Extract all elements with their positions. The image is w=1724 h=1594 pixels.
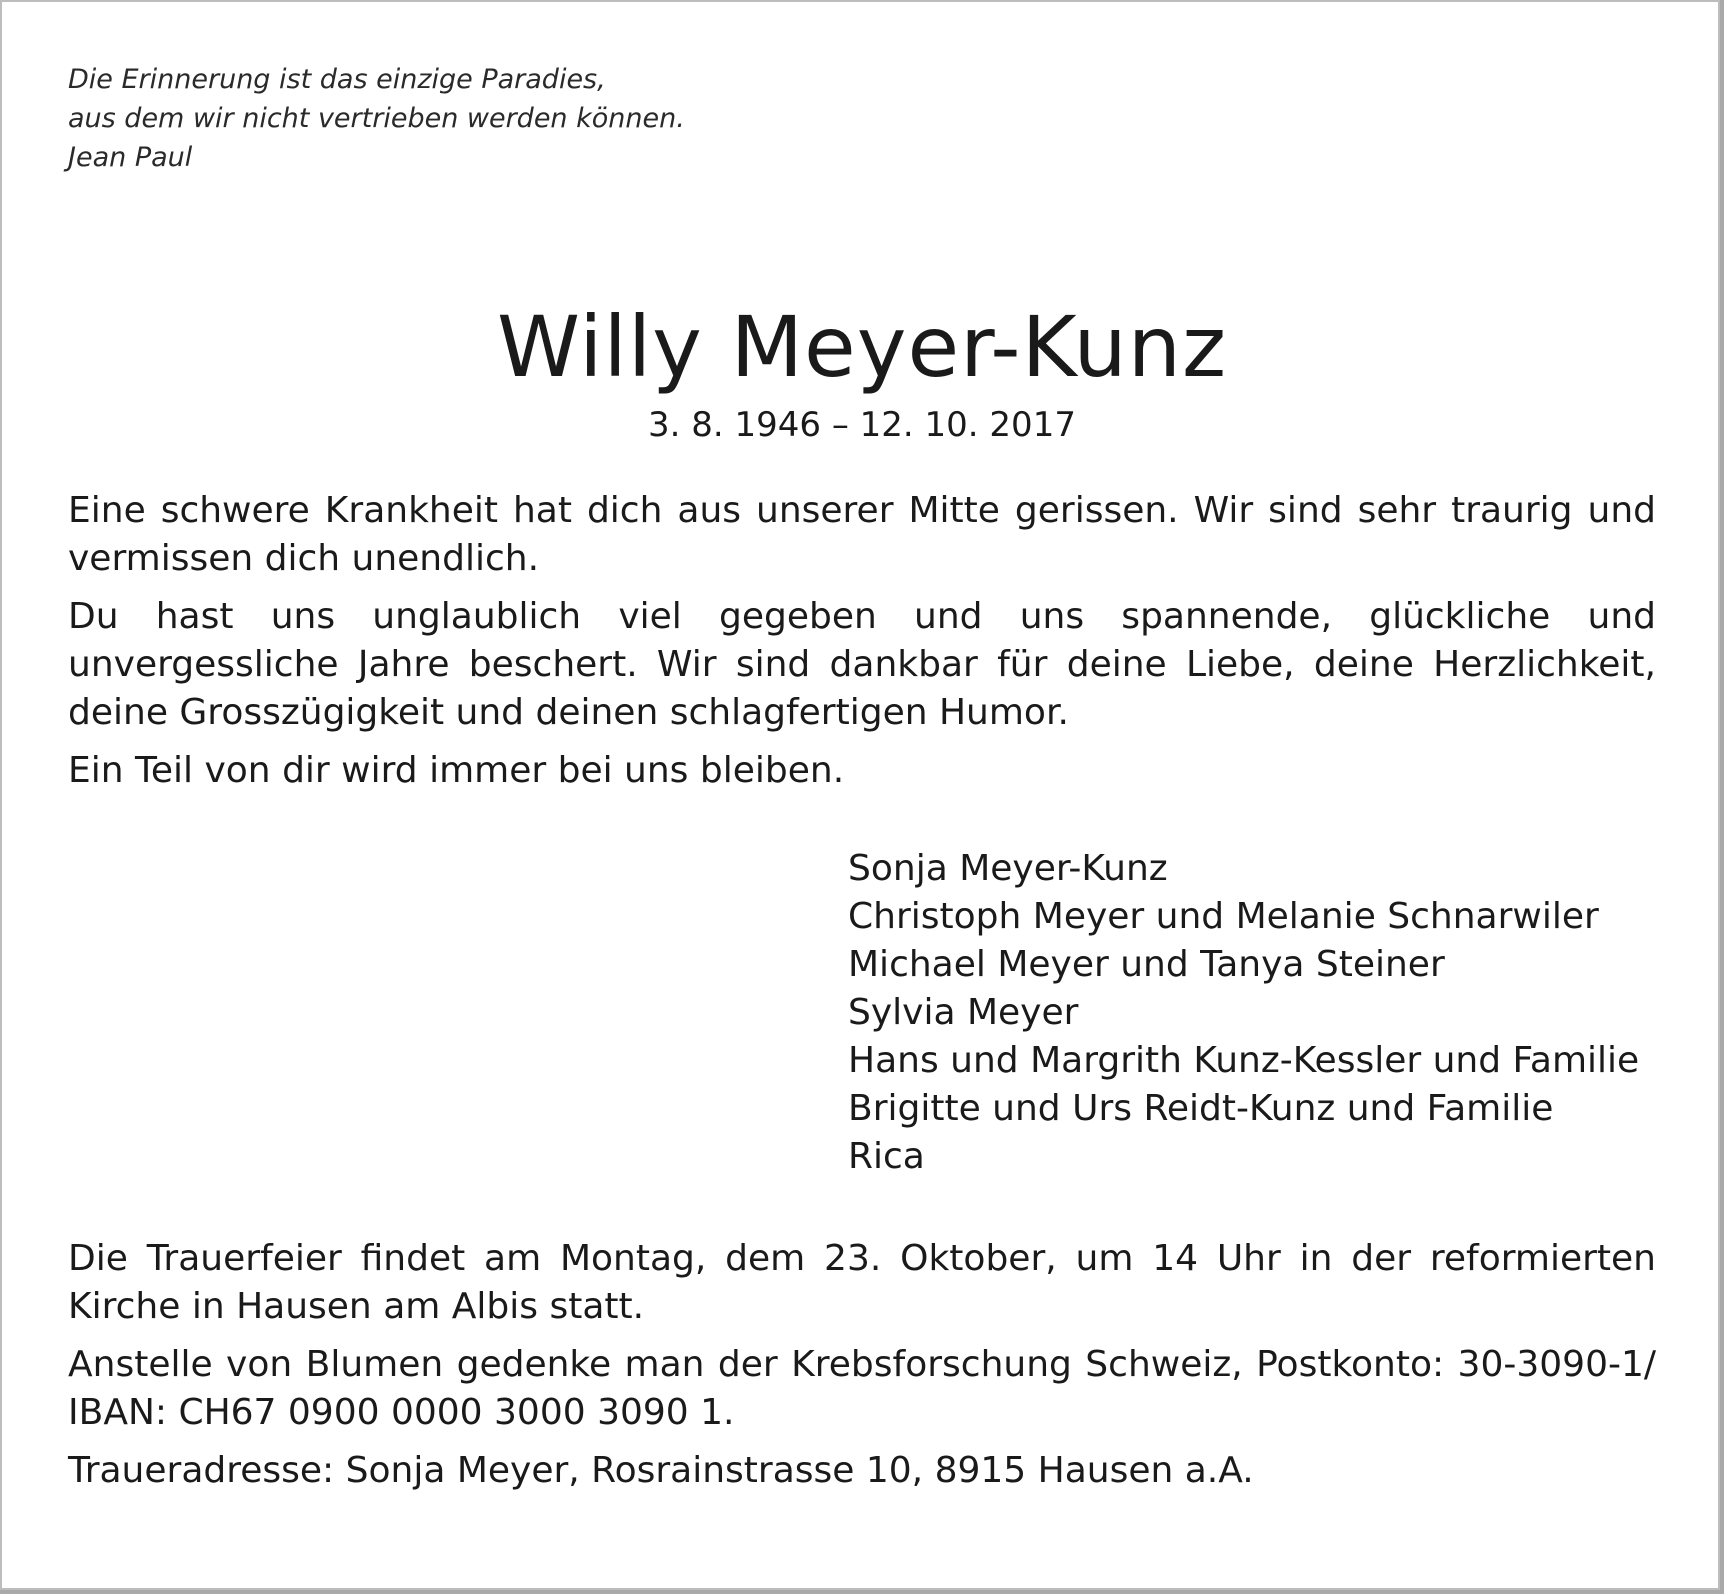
bottom-edge-shadow [0,1590,1724,1594]
deceased-name: Willy Meyer-Kunz [496,298,1228,396]
donation-details: Anstelle von Blumen gedenke man der Krebsforschung Schweiz, Postkonto: 30-3090-1/ IBAN: CH67 0900 0000 3000 3090 1. [68,1344,1656,1433]
quote-line: aus dem wir nicht vertrieben werden können. [68,103,685,134]
mourners-list [848,845,1656,1181]
mourner-name: Brigitte und Urs Reidt-Kunz und Familie [848,1088,1554,1129]
mourner-name: Christoph Meyer und Melanie Schnarwiler [848,896,1599,937]
mourning-address: Traueradresse: Sonja Meyer, Rosrainstrasse 10, 8915 Hausen a.A. [68,1450,1254,1491]
epigraph-quote [68,60,1656,177]
quote-author: Jean Paul [68,142,193,173]
obituary-notice [68,60,1656,1495]
message-paragraph: Eine schwere Krankheit hat dich aus unserer Mitte gerissen. Wir sind sehr traurig und vermissen dich unendlich. [68,490,1656,579]
right-edge-shadow [1720,0,1724,1594]
ceremony-info-block [68,1235,1656,1495]
message-paragraph: Ein Teil von dir wird immer bei uns bleiben. [68,750,845,791]
ceremony-details: Die Trauerfeier findet am Montag, dem 23. Oktober, um 14 Uhr in der reformierten Kirche in Hausen am Albis statt. [68,1238,1656,1327]
message-block [68,487,1656,795]
mourner-name: Sonja Meyer-Kunz [848,848,1168,889]
mourner-name: Rica [848,1136,925,1177]
message-paragraph: Du hast uns unglaublich viel gegeben und uns spannende, glückliche und unvergessliche Jahre beschert. Wir sind dankbar für deine Liebe, deine Herzlichkeit, deine Grosszügigkeit und deinen schlagfertigen Humor. [68,596,1656,733]
mourner-name: Hans und Margrith Kunz-Kessler und Familie [848,1040,1640,1081]
mourner-name: Michael Meyer und Tanya Steiner [848,944,1445,985]
life-dates: 3. 8. 1946 – 12. 10. 2017 [648,405,1076,445]
mourner-name: Sylvia Meyer [848,992,1079,1033]
quote-line: Die Erinnerung ist das einzige Paradies, [68,64,606,95]
